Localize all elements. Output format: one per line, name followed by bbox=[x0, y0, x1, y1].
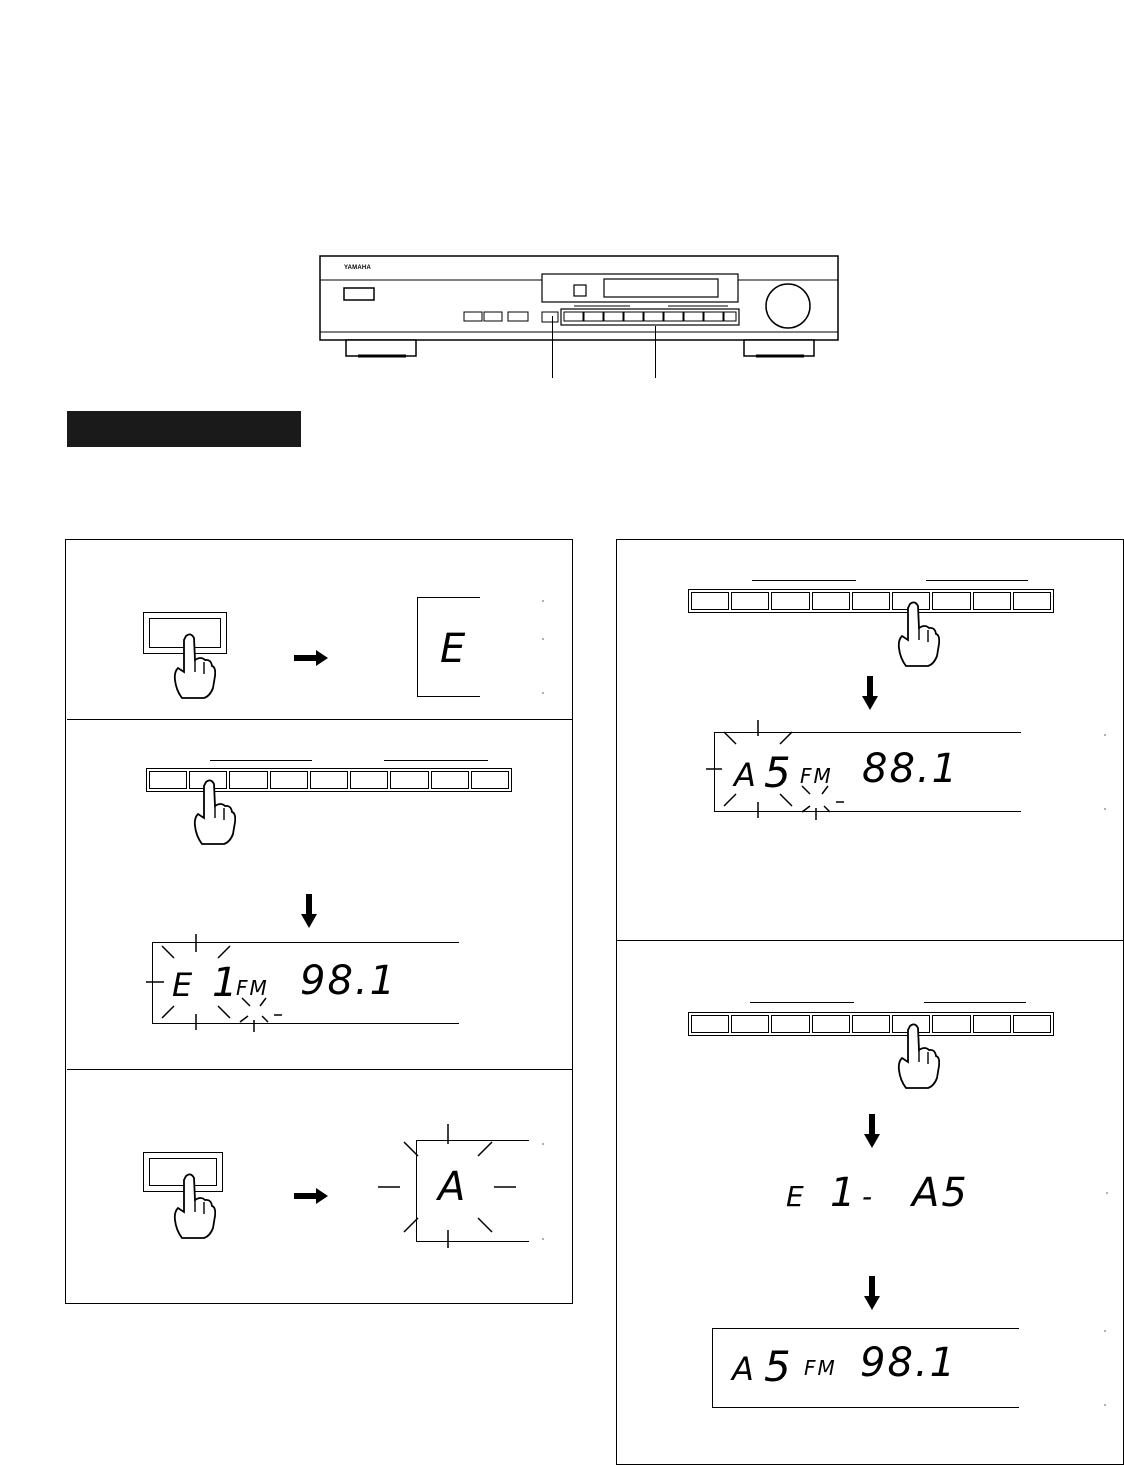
display-bank-letter: E bbox=[172, 966, 195, 1004]
pointing-finger-icon bbox=[896, 600, 940, 672]
preset-group-bracket bbox=[926, 580, 1028, 581]
preset-button[interactable] bbox=[973, 592, 1011, 610]
arrow-down-icon bbox=[862, 676, 878, 710]
display-source-number: 1 bbox=[830, 1170, 858, 1216]
preset-button[interactable] bbox=[771, 1015, 809, 1033]
step-divider bbox=[67, 719, 573, 720]
tuner-front-panel-drawing bbox=[318, 254, 840, 359]
preset-group-bracket bbox=[210, 760, 312, 761]
preset-group-bracket bbox=[384, 760, 488, 761]
leader-line-memory bbox=[552, 316, 553, 378]
arrow-right-icon bbox=[294, 1188, 330, 1204]
preset-button[interactable] bbox=[691, 1015, 729, 1033]
arrow-right-icon bbox=[294, 650, 330, 666]
section-heading-bar bbox=[67, 411, 301, 447]
preset-button[interactable] bbox=[270, 771, 308, 789]
display-frequency: 98.1 bbox=[860, 1340, 958, 1386]
display-destination: A5 bbox=[912, 1170, 969, 1216]
pointing-finger-icon bbox=[172, 1172, 216, 1244]
preset-button[interactable] bbox=[731, 592, 769, 610]
display-frequency: 88.1 bbox=[862, 746, 960, 792]
display-band: FM bbox=[800, 764, 833, 788]
preset-group-bracket bbox=[750, 1002, 854, 1003]
preset-button[interactable] bbox=[1013, 1015, 1051, 1033]
arrow-down-icon bbox=[864, 1276, 880, 1310]
arrow-down-icon bbox=[864, 1114, 880, 1148]
preset-button[interactable] bbox=[812, 1015, 850, 1033]
leader-line-presets bbox=[655, 326, 656, 378]
step-divider bbox=[617, 940, 1124, 941]
transfer-confirmation-display bbox=[784, 1170, 984, 1220]
display-bank-letter: A bbox=[732, 1350, 756, 1388]
preset-button[interactable] bbox=[973, 1015, 1011, 1033]
preset-button[interactable] bbox=[350, 771, 388, 789]
step-divider bbox=[67, 1069, 573, 1070]
display-preset-number: 1 bbox=[212, 960, 240, 1006]
preset-button[interactable] bbox=[771, 592, 809, 610]
preset-button[interactable] bbox=[310, 771, 348, 789]
pointing-finger-icon bbox=[172, 632, 216, 704]
preset-button[interactable] bbox=[1013, 592, 1051, 610]
arrow-down-icon bbox=[301, 894, 317, 928]
preset-button-row bbox=[688, 589, 1054, 613]
preset-button[interactable] bbox=[691, 592, 729, 610]
display-preset-number: 5 bbox=[764, 1342, 793, 1391]
preset-button[interactable] bbox=[149, 771, 187, 789]
preset-button[interactable] bbox=[812, 592, 850, 610]
display-band: FM bbox=[804, 1356, 837, 1380]
pointing-finger-icon bbox=[192, 778, 236, 850]
preset-button[interactable] bbox=[852, 592, 890, 610]
display-bank-letter: A bbox=[734, 756, 758, 794]
preset-group-bracket bbox=[752, 580, 856, 581]
preset-button[interactable] bbox=[390, 771, 428, 789]
pointing-finger-icon bbox=[896, 1022, 940, 1094]
preset-button[interactable] bbox=[852, 1015, 890, 1033]
preset-button[interactable] bbox=[471, 771, 509, 789]
preset-group-bracket bbox=[924, 1002, 1026, 1003]
tuner-front-panel bbox=[318, 254, 840, 359]
display-source-bank: E bbox=[786, 1180, 806, 1213]
preset-button-row bbox=[688, 1012, 1054, 1036]
display-bank-letter: A bbox=[438, 1164, 468, 1210]
display-band: FM bbox=[236, 976, 269, 1000]
brand-logo: YAMAHA bbox=[344, 265, 371, 271]
preset-button[interactable] bbox=[431, 771, 469, 789]
display-bank-letter: E bbox=[440, 626, 468, 672]
display-frequency: 98.1 bbox=[300, 958, 398, 1004]
display-separator: - bbox=[862, 1180, 875, 1213]
preset-button[interactable] bbox=[731, 1015, 769, 1033]
display-preset-number: 5 bbox=[764, 748, 793, 797]
